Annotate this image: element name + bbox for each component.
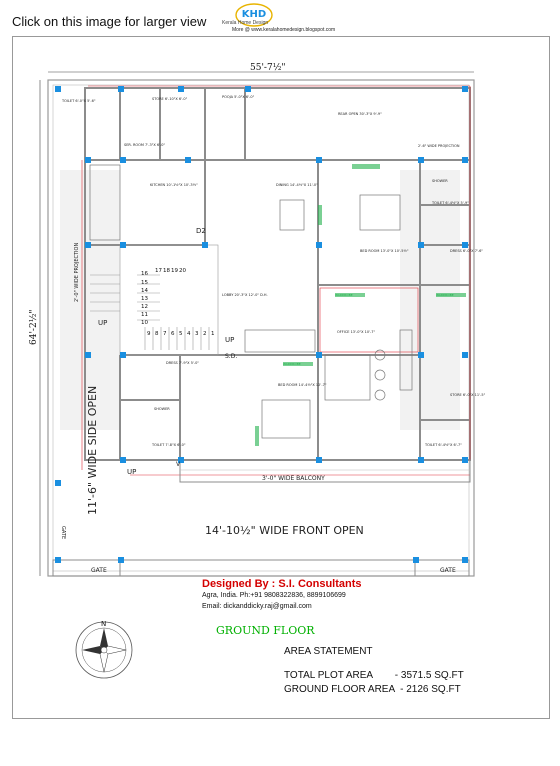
label-pooja: POOJA 5'-0"X 6'-0" [222,95,255,99]
label-dress-ne: DRESS 6'-0"X 7'-6" [450,249,483,253]
label-sd: S.D. [225,353,238,360]
label-front-open: 14'-10½" WIDE FRONT OPEN [205,524,364,537]
stair-num: 12 [141,304,148,310]
svg-text:KHD: KHD [241,9,267,20]
stair-num: 4 [187,331,191,337]
label-store-se: STORE 6'-0"X 11'-5" [450,393,486,397]
label-ser-room: SER. ROOM 7'-3"X 6'-0" [124,143,166,147]
ground-floor-area: GROUND FLOOR AREA - 2126 SQ.FT [284,684,461,695]
logo-caption: Kerala Home Design [222,20,269,26]
label-rear-open: REAR OPEN 30'-3"X 9'-9" [338,112,382,116]
furniture [90,165,412,438]
compass-rose-icon [76,620,132,678]
stair-num: 16 [141,271,148,277]
label-projection-top: 2'-6" WIDE PROJECTION [418,144,460,148]
dining-table [280,200,304,230]
stair-num: 14 [141,288,148,294]
label-up-3: UP [127,468,137,476]
bed-s [262,400,310,438]
sofa-lobby [245,330,315,352]
stair-num: 3 [195,331,199,337]
bed-ne [360,195,400,230]
stair-num: 20 [179,268,186,274]
floor-title: GROUND FLOOR [216,624,315,637]
label-bedroom-ne: BED ROOM 13'-0"X 10'-5½" [360,249,409,253]
label-toilet-ne: TOILET 6'-4½"X 5'-9" [432,201,469,205]
label-office: OFFICE 13'-0"X 10'-7" [337,330,376,334]
stair-num: 1 [211,331,215,337]
stair-num: 8 [155,331,159,337]
designer-address: Agra, India. Ph:+91 9808322836, 8899106699 [202,592,346,599]
designer-email[interactable]: Email: dickanddicky.raj@gmail.com [202,603,312,610]
label-lobby: LOBBY 20'-3"X 12'-0" D.H. [222,293,268,297]
label-v: V [176,461,181,468]
label-shower-ne: SHOWER [432,179,448,183]
label-projection-left: 2'-0" WIDE PROJECTION [74,242,80,302]
office-desk [325,355,370,400]
compass-north-label: N [101,620,107,628]
width-dimension: 55'-7½" [250,63,286,73]
label-side-open: 11'-6" WIDE SIDE OPEN [86,385,99,515]
stair-num: 18 [163,268,170,274]
stair-num: 7 [163,331,167,337]
label-d2: D2 [196,227,206,235]
balcony [180,460,470,482]
stair-num: 17 [155,268,162,274]
stair-num: 13 [141,296,148,302]
label-store-top: STORE 6'-10"X 6'-0" [152,97,188,101]
enlarge-link[interactable]: Click on this image for larger view [12,14,207,29]
area-statement-title: AREA STATEMENT [284,646,373,657]
label-gate-bottom-right: GATE [440,567,456,574]
label-gate-bottom-left: GATE [91,567,107,574]
stair-num: 11 [141,312,148,318]
designer-credit: Designed By : S.I. Consultants [202,578,362,590]
label-wardrobe-2: WARDROBE [436,293,454,297]
label-bedroom-s: BED ROOM 14'-4½"X 12'-7" [278,383,327,387]
stair-num: 6 [171,331,175,337]
label-toilet-sw: TOILET 7'-8"X 6'-0" [152,443,186,447]
stair-num: 5 [179,331,183,337]
height-dimension: 64'-2½" [29,309,39,345]
label-up-2: UP [225,336,235,344]
label-toilet-nw: TOILET 6'-0"X 5'-6" [62,99,96,103]
label-toilet-se: TOILET 6'-4½"X 6'-7" [425,443,462,447]
front-wall [53,560,469,576]
label-dining: DINING 14'-4½"X 11'-0" [276,183,318,187]
stair-num: 10 [141,320,148,326]
stair-num: 19 [171,268,178,274]
label-wardrobe-1: WARDROBE [335,293,353,297]
stair-num: 15 [141,280,148,286]
label-up-1: UP [98,319,108,327]
stair-num: 9 [147,331,151,337]
site-url[interactable]: More @ www.keralahomedesign.blogspot.com [232,27,336,33]
label-dress-sw: DRESS 7'-9"X 5'-0" [166,361,199,365]
label-kitchen: KITCHEN 10'-1½"X 10'-3½" [150,183,198,187]
label-wardrobe-3: WARDROBE [283,362,301,366]
total-plot-area: TOTAL PLOT AREA - 3571.5 SQ.FT [284,670,464,681]
stair-num: 2 [203,331,207,337]
label-gate-left: GATE [60,526,66,540]
stair-numbers [141,268,215,337]
label-balcony: 3'-0" WIDE BALCONY [262,475,325,482]
label-shower-sw: SHOWER [154,407,170,411]
